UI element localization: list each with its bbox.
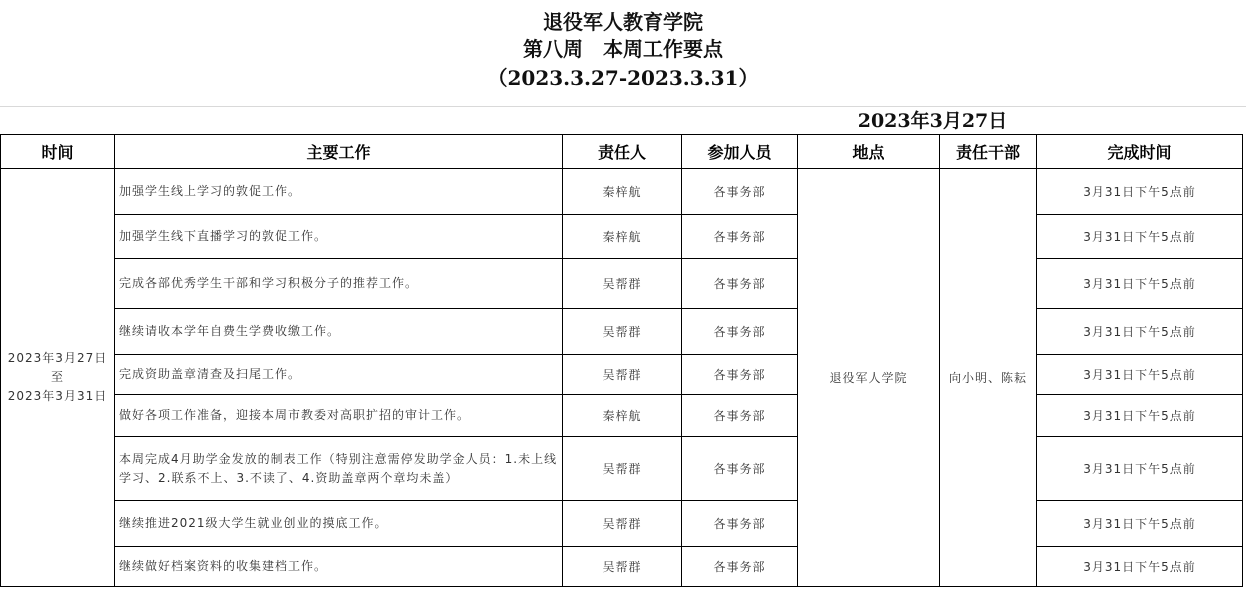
- table-row: [1, 215, 1243, 259]
- deadline-cell: 3月31日下午5点前: [1037, 547, 1243, 587]
- header-location: 地点: [798, 135, 940, 169]
- deadline-cell: 3月31日下午5点前: [1037, 437, 1243, 501]
- table-row: [1, 547, 1243, 587]
- deadline-cell: 3月31日下午5点前: [1037, 501, 1243, 547]
- date-label: 2023年3月27日: [857, 110, 1008, 132]
- person-cell: 秦梓航: [563, 215, 682, 259]
- participants-cell: 各事务部: [682, 355, 798, 395]
- work-cell: 继续请收本学年自费生学费收缴工作。: [115, 309, 563, 355]
- table-row: [1, 169, 1243, 215]
- document-title: 退役军人教育学院: [543, 10, 703, 34]
- deadline-cell: 3月31日下午5点前: [1037, 169, 1243, 215]
- work-cell: 完成各部优秀学生干部和学习积极分子的推荐工作。: [115, 259, 563, 309]
- header-time: 时间: [1, 135, 115, 169]
- table-row: [1, 437, 1243, 501]
- person-cell: 吴帮群: [563, 437, 682, 501]
- cadre-cell: 向小明、陈耘: [940, 169, 1037, 587]
- table-row: [1, 355, 1243, 395]
- work-cell: 做好各项工作准备，迎接本周市教委对高职扩招的审计工作。: [115, 395, 563, 437]
- participants-cell: 各事务部: [682, 501, 798, 547]
- header-row: [1, 135, 1243, 169]
- header-participants: 参加人员: [682, 135, 798, 169]
- date-range: （2023.3.27-2023.3.31）: [487, 66, 759, 90]
- deadline-cell: 3月31日下午5点前: [1037, 259, 1243, 309]
- time-separator: 至: [50, 370, 64, 384]
- participants-cell: 各事务部: [682, 215, 798, 259]
- time-start: 2023年3月27日: [7, 351, 108, 365]
- person-cell: 秦梓航: [563, 395, 682, 437]
- header-main-work: 主要工作: [115, 135, 563, 169]
- header-person-in-charge: 责任人: [563, 135, 682, 169]
- work-cell: 加强学生线下直播学习的敦促工作。: [115, 215, 563, 259]
- participants-cell: 各事务部: [682, 437, 798, 501]
- deadline-cell: 3月31日下午5点前: [1037, 355, 1243, 395]
- participants-cell: 各事务部: [682, 169, 798, 215]
- location-cell: 退役军人学院: [798, 169, 940, 587]
- table-row: [1, 309, 1243, 355]
- person-cell: 秦梓航: [563, 169, 682, 215]
- document-subtitle: 第八周 本周工作要点: [523, 37, 723, 61]
- header-responsible-cadre: 责任干部: [940, 135, 1037, 169]
- person-cell: 吴帮群: [563, 259, 682, 309]
- table-row: [1, 259, 1243, 309]
- table-row: [1, 501, 1243, 547]
- work-cell: 继续做好档案资料的收集建档工作。: [115, 547, 563, 587]
- participants-cell: 各事务部: [682, 547, 798, 587]
- work-cell: 本周完成4月助学金发放的制表工作（特别注意需停发助学金人员：1.未上线学习、2.联系不上、3.不读了、4.资助盖章两个章均未盖）: [115, 437, 563, 501]
- work-cell: 加强学生线上学习的敦促工作。: [115, 169, 563, 215]
- person-cell: 吴帮群: [563, 501, 682, 547]
- work-cell: 完成资助盖章清查及扫尾工作。: [115, 355, 563, 395]
- person-cell: 吴帮群: [563, 309, 682, 355]
- work-plan-table: [0, 134, 1243, 587]
- participants-cell: 各事务部: [682, 309, 798, 355]
- deadline-cell: 3月31日下午5点前: [1037, 309, 1243, 355]
- header-deadline: 完成时间: [1037, 135, 1243, 169]
- time-cell: [1, 169, 115, 587]
- person-cell: 吴帮群: [563, 355, 682, 395]
- person-cell: 吴帮群: [563, 547, 682, 587]
- deadline-cell: 3月31日下午5点前: [1037, 395, 1243, 437]
- time-end: 2023年3月31日: [7, 389, 108, 403]
- divider: [0, 106, 1246, 107]
- table-row: [1, 395, 1243, 437]
- participants-cell: 各事务部: [682, 395, 798, 437]
- work-cell: 继续推进2021级大学生就业创业的摸底工作。: [115, 501, 563, 547]
- deadline-cell: 3月31日下午5点前: [1037, 215, 1243, 259]
- participants-cell: 各事务部: [682, 259, 798, 309]
